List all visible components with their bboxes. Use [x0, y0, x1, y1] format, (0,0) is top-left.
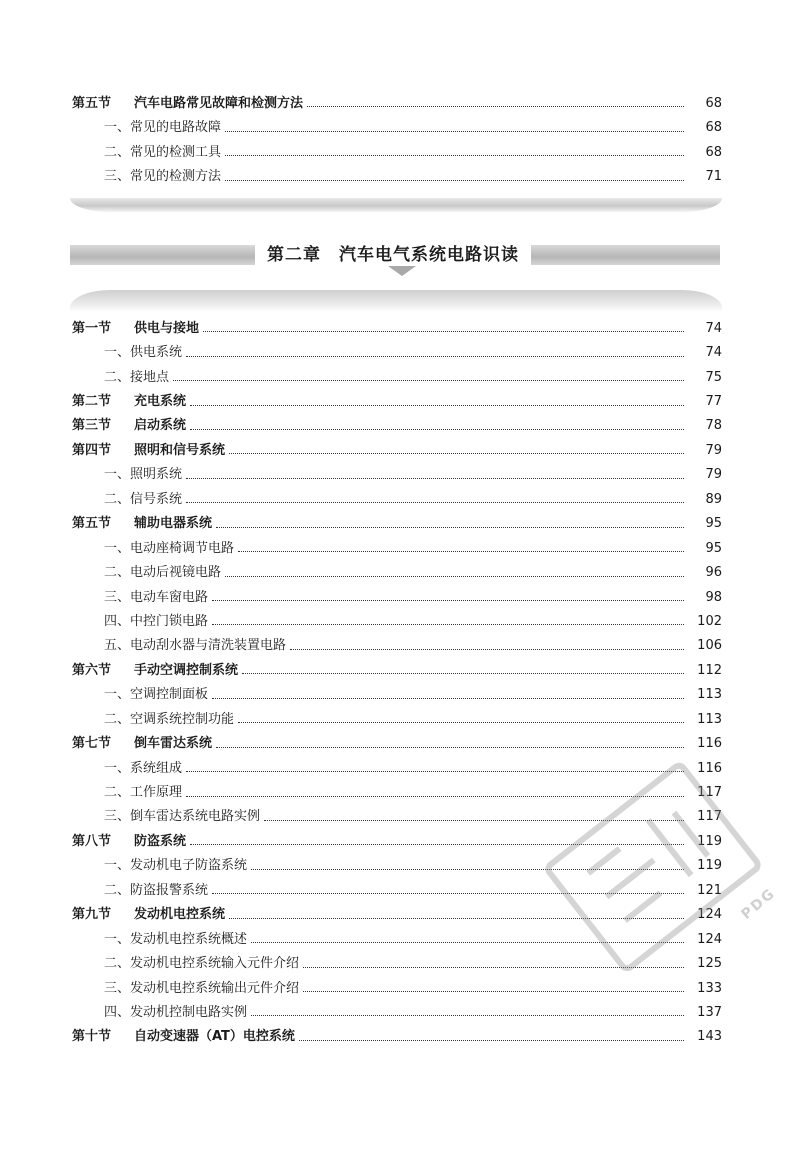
toc-leader-dots [242, 672, 684, 674]
toc-page-number: 106 [697, 638, 722, 654]
toc-section-number: 第四节 [72, 442, 112, 458]
toc-page-number: 112 [697, 662, 722, 678]
toc-page-number: 143 [697, 1029, 722, 1045]
toc-entry-title: 三、发动机电控系统输出元件介绍 [104, 980, 300, 996]
toc-label [104, 566, 221, 579]
toc-entry-title: 一、照明系统 [104, 467, 183, 483]
toc-leader-dots [225, 154, 684, 156]
toc-page-number: 116 [697, 736, 722, 752]
toc-label [72, 1030, 295, 1043]
toc-leader-dots [251, 1014, 684, 1016]
toc-leader-dots [299, 1039, 684, 1041]
toc-entry-title: 一、发动机电子防盗系统 [104, 858, 248, 874]
toc-page-number: 124 [697, 907, 722, 923]
toc-page-number: 68 [705, 144, 722, 160]
toc-page-number: 74 [705, 320, 722, 336]
toc-label [104, 346, 182, 359]
watermark-text: PDG [738, 885, 779, 923]
toc-entry-title: 汽车电路常见故障和检测方法 [134, 95, 304, 111]
toc-entry-title: 发动机电控系统 [134, 907, 226, 923]
toc-leader-dots [186, 477, 684, 479]
toc-section-row [72, 1025, 722, 1049]
toc-label [104, 884, 208, 897]
toc-page-number: 102 [697, 613, 722, 629]
toc-label [72, 322, 199, 335]
toc-label [72, 444, 225, 457]
toc-label [72, 664, 238, 677]
toc-leader-dots [225, 179, 684, 181]
toc-label [104, 859, 247, 872]
toc-label [104, 1006, 247, 1019]
toc-entry-title: 四、发动机控制电路实例 [104, 1004, 248, 1020]
toc-section-row [72, 91, 722, 115]
toc-label [104, 933, 247, 946]
toc-page-number: 79 [705, 442, 722, 458]
toc-page-number: 117 [697, 809, 722, 825]
toc-section-number: 第八节 [72, 833, 112, 849]
chapter-title-text: 第二章 汽车电气系统电路识读 [255, 241, 531, 269]
toc-page-number: 77 [705, 394, 722, 410]
toc-label [104, 957, 299, 970]
toc-entry-title: 一、电动座椅调节电路 [104, 540, 235, 556]
toc-page-number: 113 [697, 711, 722, 727]
toc-entry-title: 自动变速器（AT）电控系统 [134, 1029, 295, 1045]
toc-leader-dots [238, 550, 684, 552]
toc-page-number: 116 [697, 760, 722, 776]
toc-label [72, 97, 303, 110]
toc-page-number: 78 [705, 418, 722, 434]
toc-page-number: 68 [705, 120, 722, 136]
toc-label [104, 688, 208, 701]
section-divider-top [70, 290, 722, 312]
toc-label [104, 542, 234, 555]
toc-page-number: 79 [705, 467, 722, 483]
toc-label [104, 639, 286, 652]
toc-page-number: 124 [697, 931, 722, 947]
toc-entry-title: 二、发动机电控系统输入元件介绍 [104, 956, 300, 972]
toc-section-number: 第七节 [72, 736, 112, 752]
toc-entry-title: 四、中控门锁电路 [104, 613, 209, 629]
toc-page-number: 121 [697, 882, 722, 898]
toc-entry-title: 手动空调控制系统 [134, 662, 239, 678]
chapter-title [0, 240, 786, 265]
toc-label [104, 121, 221, 134]
section-divider-bottom [70, 198, 722, 212]
toc-leader-dots [190, 428, 684, 430]
toc-section-number: 第五节 [72, 95, 112, 111]
toc-page-number: 96 [705, 565, 722, 581]
toc-label [104, 146, 221, 159]
toc-entry-title: 三、倒车雷达系统电路实例 [104, 809, 261, 825]
toc-page-number: 68 [705, 95, 722, 111]
toc-entry-title: 二、接地点 [104, 369, 170, 385]
toc-entry-title: 启动系统 [134, 418, 187, 434]
toc-entry-title: 二、防盗报警系统 [104, 882, 209, 898]
toc-section-number: 第三节 [72, 418, 112, 434]
toc-label [104, 371, 169, 384]
toc-section-row [72, 316, 722, 340]
toc-entry-title: 辅助电器系统 [134, 516, 213, 532]
toc-leader-dots [212, 623, 684, 625]
toc-page-number: 98 [705, 589, 722, 605]
toc-leader-dots [307, 105, 684, 107]
toc-page-number: 113 [697, 687, 722, 703]
toc-entry-title: 一、系统组成 [104, 760, 183, 776]
toc-leader-dots [190, 404, 684, 406]
toc-entry-title: 充电系统 [134, 394, 187, 410]
toc-entry-title: 二、信号系统 [104, 491, 183, 507]
toc-item-row [72, 585, 722, 609]
toc-label [72, 908, 225, 921]
toc-section-row [72, 658, 722, 682]
toc-item-row [72, 487, 722, 511]
toc-label [72, 395, 186, 408]
toc-leader-dots [203, 330, 684, 332]
toc-page-number: 125 [697, 956, 722, 972]
toc-label [72, 419, 186, 432]
toc-label [104, 170, 221, 183]
toc-page-number: 133 [697, 980, 722, 996]
watermark-seal-icon [528, 742, 778, 992]
toc-entry-title: 供电与接地 [134, 320, 200, 336]
toc-section-row [72, 438, 722, 462]
toc-entry-title: 防盗系统 [134, 833, 187, 849]
toc-item-row [72, 609, 722, 633]
toc-page-number: 119 [697, 833, 722, 849]
toc-item-row [72, 683, 722, 707]
toc-item-row [72, 340, 722, 364]
watermark-stamp [528, 742, 778, 992]
toc-page-number: 117 [697, 785, 722, 801]
toc-leader-dots [290, 648, 684, 650]
toc-section-number: 第五节 [72, 516, 112, 532]
toc-entry-title: 三、常见的检测方法 [104, 169, 222, 185]
toc-entry-title: 二、工作原理 [104, 785, 183, 801]
toc-item-row [72, 536, 722, 560]
toc-leader-dots [216, 526, 684, 528]
toc-item-row [72, 634, 722, 658]
toc-entry-title: 五、电动刮水器与清洗装置电路 [104, 638, 287, 654]
toc-entry-title: 一、常见的电路故障 [104, 120, 222, 136]
toc-entry-title: 一、空调控制面板 [104, 687, 209, 703]
toc-label [72, 835, 186, 848]
toc-entry-title: 三、电动车窗电路 [104, 589, 209, 605]
toc-page-number: 75 [705, 369, 722, 385]
toc-leader-dots [229, 452, 684, 454]
toc-item-row [72, 115, 722, 139]
toc-item-row [72, 140, 722, 164]
toc-entry-title: 二、空调系统控制功能 [104, 711, 235, 727]
toc-leader-dots [212, 697, 684, 699]
toc-entry-title: 一、发动机电控系统概述 [104, 931, 248, 947]
toc-item-row [72, 463, 722, 487]
toc-section-row [72, 389, 722, 413]
toc-leader-dots [186, 355, 684, 357]
toc-page-number: 137 [697, 1004, 722, 1020]
toc-section-number: 第十节 [72, 1029, 112, 1045]
toc-item-row [72, 707, 722, 731]
toc-label [72, 737, 212, 750]
toc-section-number: 第一节 [72, 320, 112, 336]
toc-entry-title: 照明和信号系统 [134, 442, 226, 458]
toc-section-number: 第六节 [72, 662, 112, 678]
toc-page-number: 95 [705, 516, 722, 532]
chevron-down-icon [388, 266, 416, 276]
toc-label [104, 713, 234, 726]
toc-page-number: 74 [705, 345, 722, 361]
toc-leader-dots [173, 379, 684, 381]
toc-item-row [72, 365, 722, 389]
toc-entry-title: 二、常见的检测工具 [104, 144, 222, 160]
toc-chapter1-tail [72, 91, 722, 189]
toc-leader-dots [186, 501, 684, 503]
toc-section-number: 第九节 [72, 907, 112, 923]
toc-page-number: 71 [705, 169, 722, 185]
toc-label [104, 982, 299, 995]
toc-label [104, 810, 260, 823]
toc-label [104, 468, 182, 481]
toc-section-row [72, 512, 722, 536]
toc-label [72, 517, 212, 530]
toc-label [104, 786, 182, 799]
toc-label [104, 615, 208, 628]
toc-leader-dots [225, 575, 684, 577]
toc-label [104, 493, 182, 506]
toc-item-row [72, 560, 722, 584]
toc-entry-title: 二、电动后视镜电路 [104, 565, 222, 581]
toc-section-number: 第二节 [72, 394, 112, 410]
toc-leader-dots [238, 721, 684, 723]
toc-page-number: 89 [705, 491, 722, 507]
toc-entry-title: 倒车雷达系统 [134, 736, 213, 752]
toc-item-row [72, 1000, 722, 1024]
toc-item-row [72, 164, 722, 188]
toc-label [104, 762, 182, 775]
toc-section-row [72, 414, 722, 438]
toc-leader-dots [225, 130, 684, 132]
toc-page-number: 119 [697, 858, 722, 874]
toc-entry-title: 一、供电系统 [104, 345, 183, 361]
toc-label [104, 591, 208, 604]
toc-page-number: 95 [705, 540, 722, 556]
toc-leader-dots [212, 599, 684, 601]
